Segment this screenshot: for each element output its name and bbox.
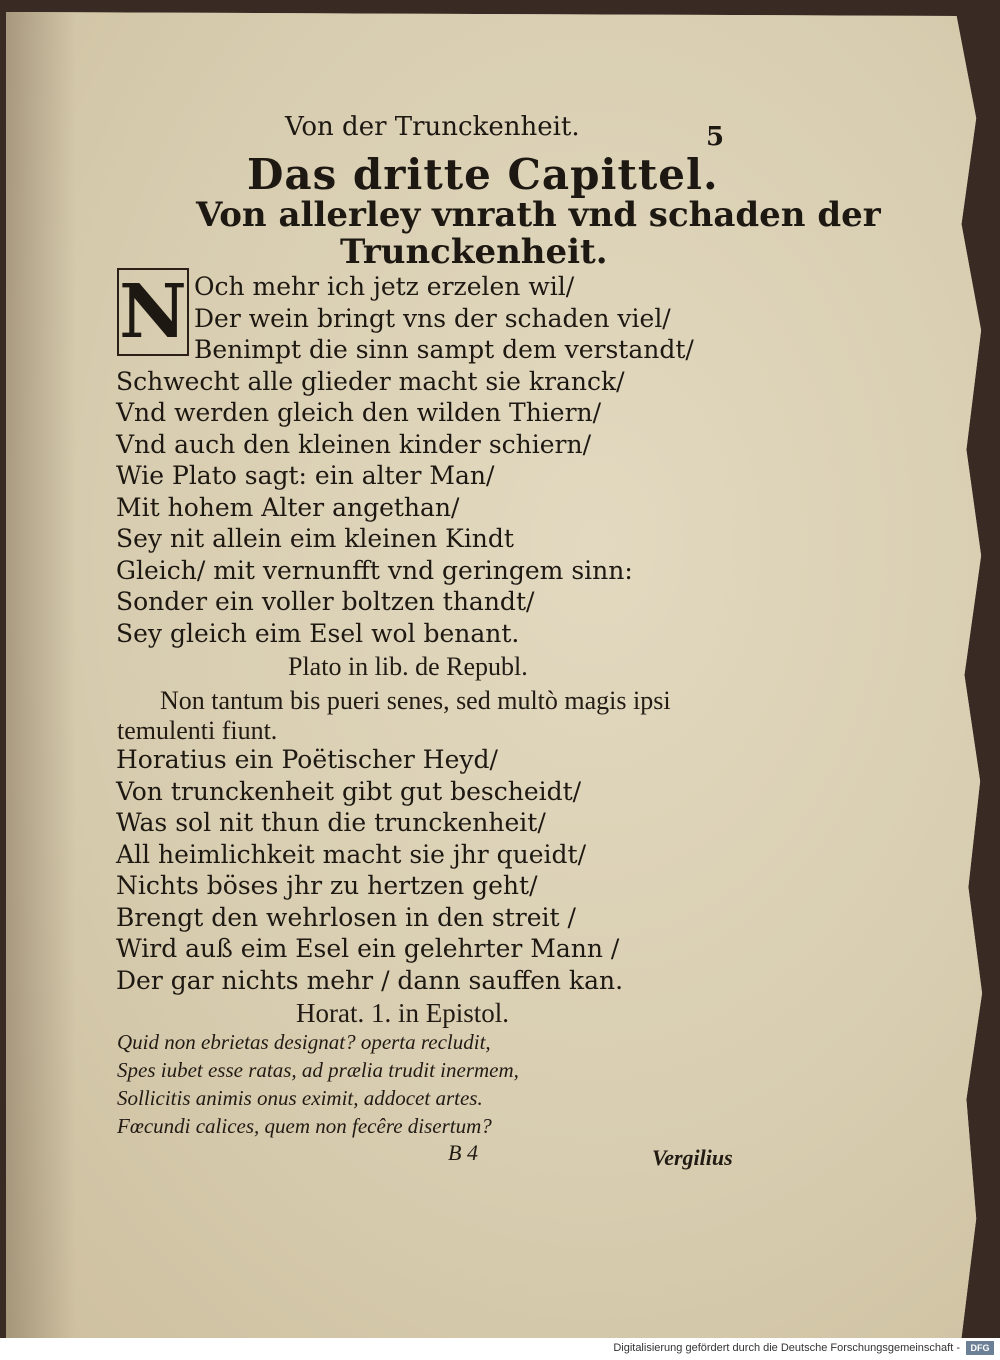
page-number: 5 — [706, 122, 725, 152]
verse-line: Sonder ein voller boltzen thandt/ — [116, 587, 535, 616]
verse-line: Nichts böses jhr zu hertzen geht/ — [116, 871, 538, 900]
verse-line: Och mehr ich jetz erzelen wil/ — [194, 272, 575, 301]
verse-line: Horatius ein Poëtischer Heyd/ — [116, 745, 498, 774]
verse-line: Was sol nit thun die trunckenheit/ — [116, 808, 546, 837]
verse-line: Wie Plato sagt: ein alter Man/ — [116, 461, 495, 490]
poem-line: Spes iubet esse ratas, ad prælia trudit inermem, — [117, 1058, 519, 1082]
verse-line: Von trunckenheit gibt gut bescheidt/ — [116, 776, 582, 806]
verse-line: Schwecht alle glieder macht sie kranck/ — [116, 366, 625, 396]
catchword: Vergilius — [652, 1145, 733, 1170]
dfg-logo: DFG — [966, 1341, 994, 1355]
chapter-subtitle-line-2: Trunckenheit. — [340, 232, 608, 272]
verse-line: Sey gleich eim Esel wol benant. — [116, 618, 520, 648]
latin-quote-line-2: temulenti fiunt. — [117, 716, 278, 745]
horat-citation: Horat. 1. in Epistol. — [296, 998, 509, 1028]
footer-bar — [0, 1338, 1000, 1360]
verse-line: Vnd werden gleich den wilden Thiern/ — [116, 398, 602, 427]
verse-line: Vnd auch den kleinen kinder schiern/ — [116, 429, 592, 459]
footer-credit-text: Digitalisierung gefördert durch die Deutsche Forschungsgemeinschaft - — [613, 1342, 960, 1354]
page-gutter-shadow — [6, 12, 76, 1338]
verse-line: Brengt den wehrlosen in den streit / — [116, 902, 576, 932]
verse-line: Der gar nichts mehr / dann sauffen kan. — [116, 965, 624, 995]
chapter-subtitle-line-1: Von allerley vnrath vnd schaden der — [196, 195, 881, 235]
verse-line: Benimpt die sinn sampt dem verstandt/ — [194, 335, 694, 364]
verse-line: All heimlichkeit macht sie jhr queidt/ — [116, 839, 587, 869]
plato-citation: Plato in lib. de Republ. — [288, 652, 528, 681]
running-head: Von der Trunckenheit. — [285, 112, 580, 142]
decorated-initial: N — [117, 268, 189, 356]
verse-line: Der wein bringt vns der schaden viel/ — [194, 303, 671, 333]
verse-line: Mit hohem Alter angethan/ — [116, 492, 460, 522]
chapter-title: Das dritte Capittel. — [247, 150, 719, 199]
poem-line: Sollicitis animis onus eximit, addocet artes. — [117, 1086, 483, 1110]
latin-quote-line-1: Non tantum bis pueri senes, sed multò magis ipsi — [160, 686, 671, 715]
poem-line: Fœcundi calices, quem non fecêre disertum? — [117, 1114, 492, 1138]
verse-line: Wird auß eim Esel ein gelehrter Mann / — [116, 934, 620, 963]
poem-line: Quid non ebrietas designat? operta recludit, — [117, 1030, 491, 1054]
verse-line: Sey nit allein eim kleinen Kindt — [116, 524, 514, 553]
verse-line: Gleich/ mit vernunfft vnd geringem sinn: — [116, 555, 633, 585]
signature-mark: B 4 — [448, 1140, 478, 1165]
